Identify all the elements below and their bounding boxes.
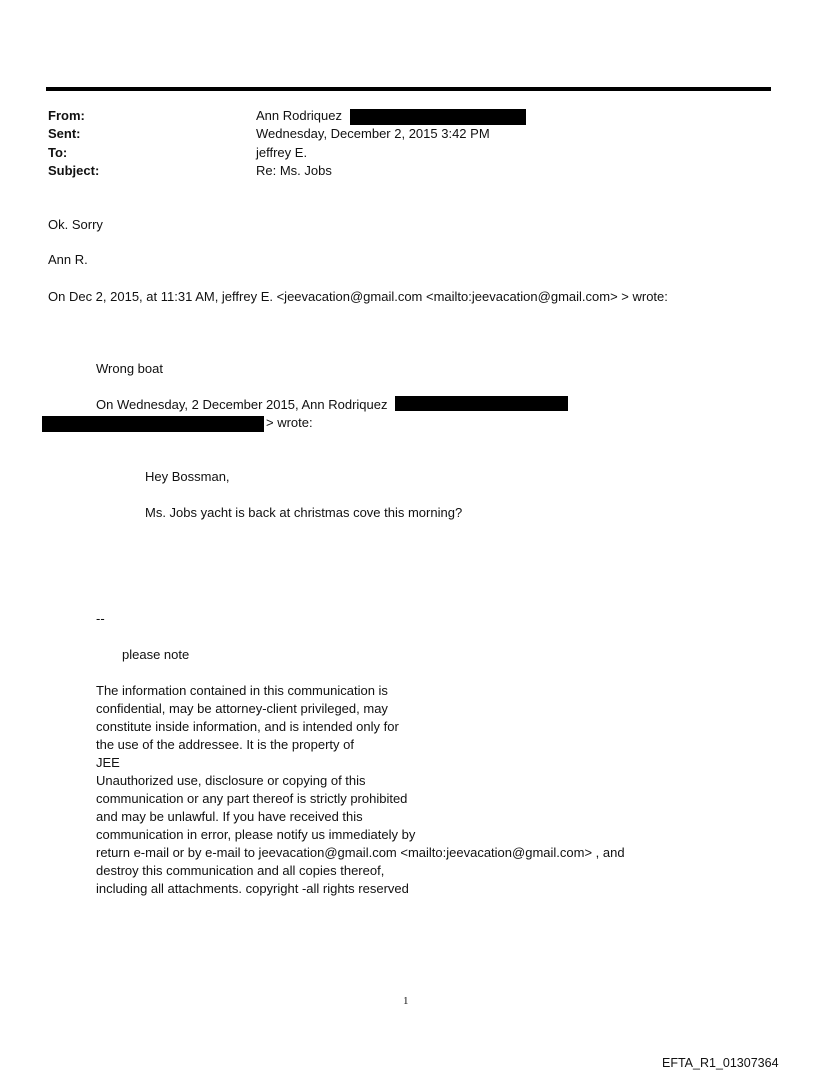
sent-value: Wednesday, December 2, 2015 3:42 PM — [256, 126, 490, 141]
disclaimer-line: constitute inside information, and is intended only for — [96, 719, 399, 734]
to-value: jeffrey E. — [256, 145, 308, 160]
reply-text: Ok. Sorry — [48, 217, 103, 232]
disclaimer-line: communication or any part thereof is strictly prohibited — [96, 791, 408, 806]
from-label: From: — [48, 108, 85, 123]
disclaimer-line: and may be unlawful. If you have received this — [96, 809, 363, 824]
signature-dash: -- — [96, 611, 105, 626]
header-rule — [46, 87, 771, 91]
subject-value: Re: Ms. Jobs — [256, 163, 332, 178]
bates-number: EFTA_R1_01307364 — [662, 1056, 779, 1070]
please-note: please note — [122, 647, 190, 662]
quote-intro: On Dec 2, 2015, at 11:31 AM, jeffrey E. <jeevacation@gmail.com <mailto:jeevacation@gmail.com> > wrote: — [48, 289, 668, 304]
page-number: 1 — [403, 995, 409, 1007]
disclaimer-line: return e-mail or by e-mail to jeevacation@gmail.com <mailto:jeevacation@gmail.com> , and — [96, 845, 625, 860]
quote2-intro: On Wednesday, 2 December 2015, Ann Rodriquez — [96, 397, 388, 412]
disclaimer-line: including all attachments. copyright -all rights reserved — [96, 881, 409, 896]
sender-signature: Ann R. — [48, 252, 88, 267]
disclaimer-line: confidential, may be attorney-client privileged, may — [96, 701, 388, 716]
greeting: Hey Bossman, — [145, 469, 230, 484]
subject-label: Subject: — [48, 163, 100, 178]
question-text: Ms. Jobs yacht is back at christmas cove this morning? — [145, 505, 463, 520]
sent-label: Sent: — [48, 126, 81, 141]
from-value: Ann Rodriquez — [256, 108, 342, 123]
redaction-block — [395, 396, 568, 411]
disclaimer — [96, 682, 716, 898]
disclaimer-line: communication in error, please notify us immediately by — [96, 827, 416, 842]
disclaimer-line: Unauthorized use, disclosure or copying of this — [96, 773, 366, 788]
redaction-block — [42, 416, 264, 432]
disclaimer-line: destroy this communication and all copies thereof, — [96, 863, 385, 878]
disclaimer-line: the use of the addressee. It is the property of — [96, 737, 354, 752]
disclaimer-line: JEE — [96, 755, 120, 770]
disclaimer-line: The information contained in this communication is — [96, 683, 388, 698]
quote2-wrote: > wrote: — [266, 415, 313, 430]
to-label: To: — [48, 145, 68, 160]
redaction-block — [350, 109, 526, 125]
quoted-reply: Wrong boat — [96, 361, 163, 376]
